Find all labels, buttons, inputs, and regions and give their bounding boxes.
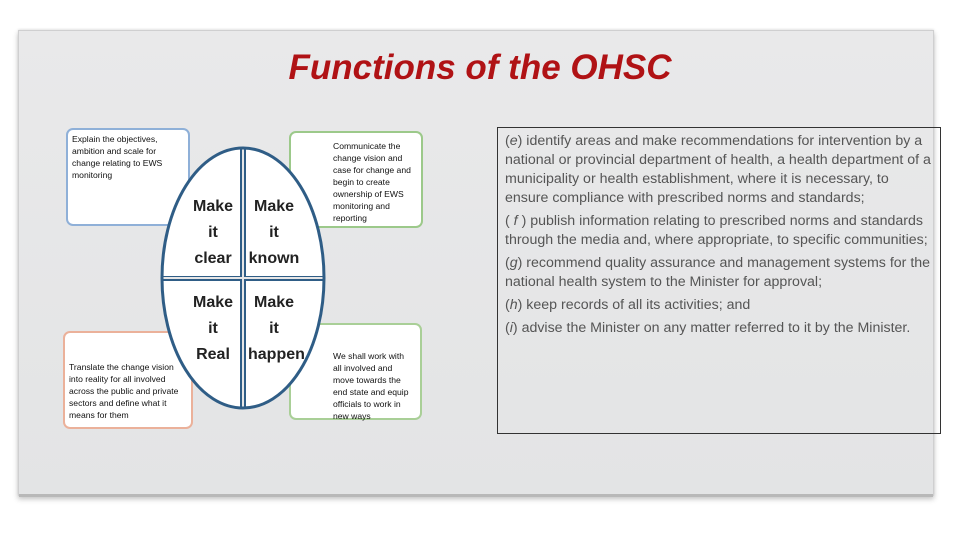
- change-cycle-oval: [160, 146, 326, 410]
- change-cycle-diagram: [160, 146, 326, 410]
- objective-box-top-right: Communicate the change vision and case for change and begin to create ownership of EWS monitoring and reporting: [289, 131, 423, 228]
- function-item: ( f ) publish information relating to prescribed norms and standards through the media and, where appropriate, to specific communities;: [505, 213, 928, 248]
- function-item: (i) advise the Minister on any matter referred to it by the Minister.: [505, 320, 911, 336]
- function-item: (e) identify areas and make recommendations for intervention by a national or provincial department of health, a health department of a municipality or health establishment, where it is necessary, to ensure compliance with prescribed norms and standards;: [505, 133, 931, 206]
- function-item: (g) recommend quality assurance and management systems for the national health system to the Minister for approval;: [505, 255, 931, 290]
- label-make-it-clear: Make it clear: [192, 198, 234, 267]
- objective-box-bottom-left: Translate the change vision into reality for all involved across the public and private sectors and define what it means for them: [63, 331, 193, 429]
- objective-box-bottom-right: We shall work with all involved and move towards the end state and equip officials to work in new ways: [289, 323, 422, 420]
- objective-box-top-left: Explain the objectives, ambition and scale for change relating to EWS monitoring: [66, 128, 190, 226]
- slide-title: Functions of the OHSC: [288, 48, 672, 87]
- label-make-it-known: Make it known: [248, 198, 300, 267]
- function-item: (h) keep records of all its activities; and: [505, 297, 751, 313]
- functions-text-panel: [497, 127, 941, 434]
- label-make-it-happen: Make it happen: [248, 294, 305, 363]
- label-make-it-real: Make it Real: [192, 294, 234, 363]
